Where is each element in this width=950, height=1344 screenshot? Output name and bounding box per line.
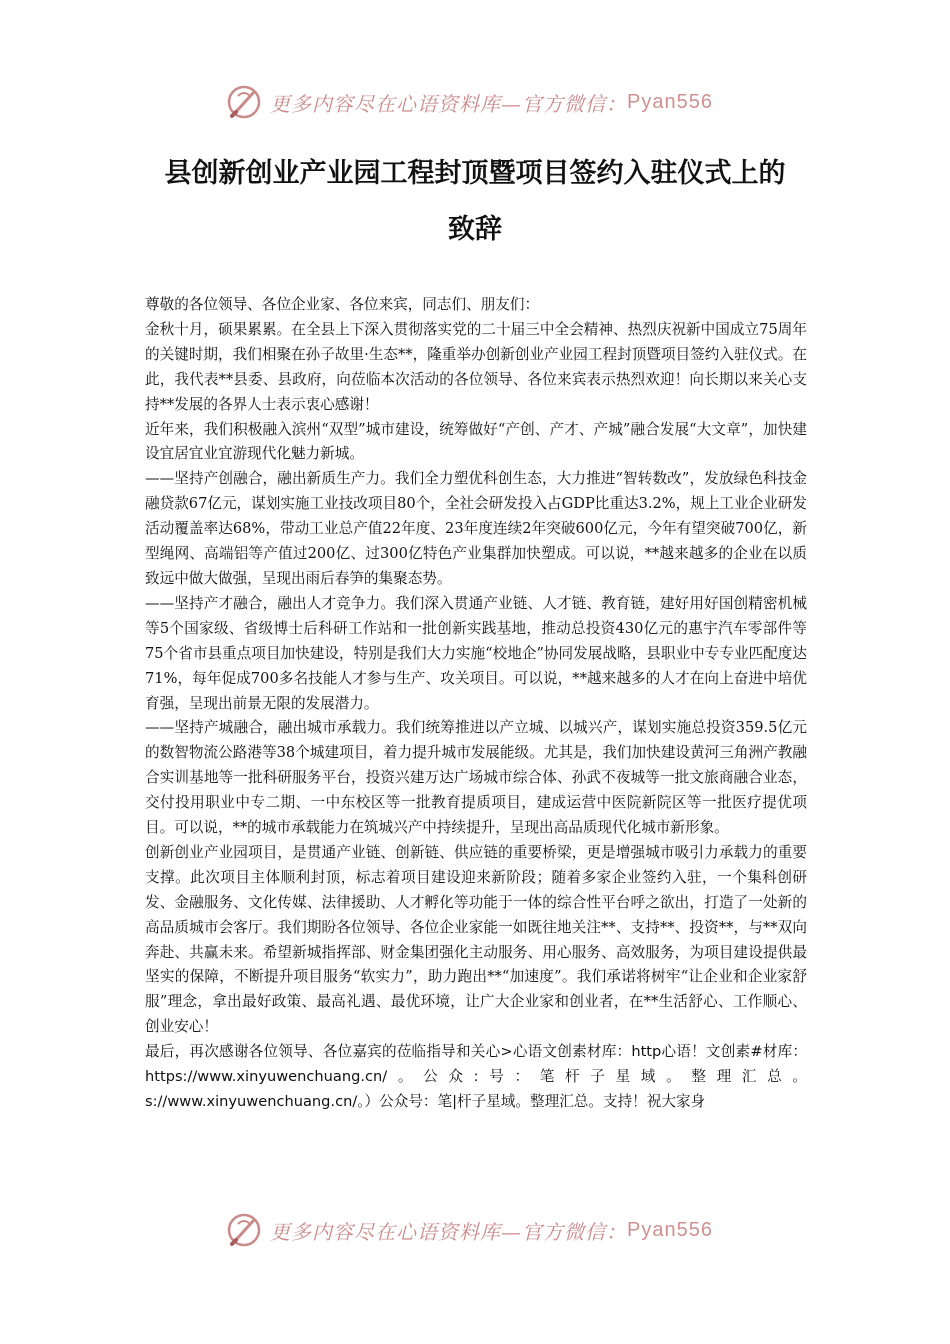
banner-wechat-id: Pyan556 (627, 1218, 713, 1241)
title-line-1: 县创新创业产业园工程封顶暨项目签约入驻仪式上的 (164, 158, 786, 189)
title-line-2: 致辞 (448, 214, 502, 245)
paragraph-opening: 金秋十月，硕果累累。在全县上下深入贯彻落实党的二十届三中全会精神、热烈庆祝新中国成立75周年的关键时期，我们相聚在孙子故里·生态**，隆重举办创新创业产业园工程封顶暨项目签约入驻仪式。在此，我代表**县委、县政府，向莅临本次活动的各位领导、各位来宾表示热烈欢迎！向长期以来关心支持**发展的各界人士表示衷心感谢！ (145, 320, 807, 413)
salutation: 尊敬的各位领导、各位企业家、各位来宾，同志们、朋友们： (145, 296, 540, 313)
pen-logo-icon (224, 1210, 264, 1250)
paragraph-city: ——坚持产城融合，融出城市承载力。我们统筹推进以产立城、以城兴产，谋划实施总投资359.5亿元的数智物流公路港等38个城建项目，着力提升城市发展能级。尤其是，我们加快建设黄河三角洲产教融合实训基地等一批科研服务平台，投资兴建万达广场城市综合体、孙武不夜城等一批文旅商融合业态，交付投用职业中专二期、一中东校区等一批教育提质项目，建成运营中医院新院区等一批医疗提优项目。可以说，**的城市承载能力在筑城兴产中持续提升，呈现出高品质现代化城市新形象。 (145, 719, 807, 837)
paragraph-intro: 近年来，我们积极融入滨州“双型”城市建设，统筹做好“产创、产才、产城”融合发展“大文章”，加快建设宜居宜业宜游现代化魅力新城。 (145, 420, 807, 463)
header-watermark-banner (224, 82, 744, 122)
footer-watermark-banner (224, 1210, 744, 1250)
document-body (145, 293, 807, 1115)
page-title (100, 146, 850, 258)
banner-wechat-id: Pyan556 (627, 90, 713, 113)
banner-text: 更多内容尽在心语资料库—官方微信： (270, 1219, 627, 1244)
paragraph-talent: ——坚持产才融合，融出人才竞争力。我们深入贯通产业链、人才链、教育链，建好用好国创精密机械等5个国家级、省级博士后科研工作站和一批创新实践基地，推动总投资430亿元的惠宇汽车零部件等75个省市县重点项目加快建设，特别是我们大力实施“校地企”协同发展战略，县职业中专专业匹配度达71%，每年促成700多名技能人才参与生产、攻关项目。可以说，**越来越多的人才在向上奋进中培优育强，呈现出前景无限的发展潜力。 (145, 594, 807, 712)
banner-text: 更多内容尽在心语资料库—官方微信： (270, 91, 627, 116)
paragraph-project: 创新创业产业园项目，是贯通产业链、创新链、供应链的重要桥梁，更是增强城市吸引力承载力的重要支撑。此次项目主体顺利封顶，标志着项目建设迎来新阶段；随着多家企业签约入驻，一个集科创研发、金融服务、文化传媒、法律援助、人才孵化等功能于一体的综合性平台呼之欲出，打造了一处新的高品质城市会客厅。我们期盼各位领导、各位企业家能一如既往地关注**、支持**、投资**，与**双向奔赴、共赢未来。希望新城指挥部、财金集团强化主动服务、用心服务、高效服务，为项目建设提供最坚实的保障，不断提升项目服务“软实力”，助力跑出**“加速度”。我们承诺将树牢“让企业和企业家舒服”理念，拿出最好政策、最高礼遇、最优环境，让广大企业家和创业者，在**生活舒心、工作顺心、创业安心！ (145, 843, 807, 1036)
pen-logo-icon (224, 82, 264, 122)
paragraph-closing: 最后，再次感谢各位领导、各位嘉宾的莅临指导和关心>心语文创素材库：http心语！文创素#材库：https://www.xinyuwenchuang.cn/。公众:号：笔杆子星域。整理汇总。s://www.xinyuwenchuang.cn/。）公众号：笔|杆子星域。整理汇总。支持！祝大家身 (145, 1043, 807, 1110)
paragraph-innovation: ——坚持产创融合，融出新质生产力。我们全力塑优科创生态，大力推进“智转数改”，发放绿色科技金融贷款67亿元，谋划实施工业技改项目80个，全社会研发投入占GDP比重达3.2%，规上工业企业研发活动覆盖率达68%，带动工业总产值22年度、23年度连续2年突破600亿元，今年有望突破700亿，新型绳网、高端铝等产值过200亿、过300亿特色产业集群加快塑成。可以说，**越来越多的企业在以质致远中做大做强，呈现出雨后春笋的集聚态势。 (145, 470, 807, 587)
